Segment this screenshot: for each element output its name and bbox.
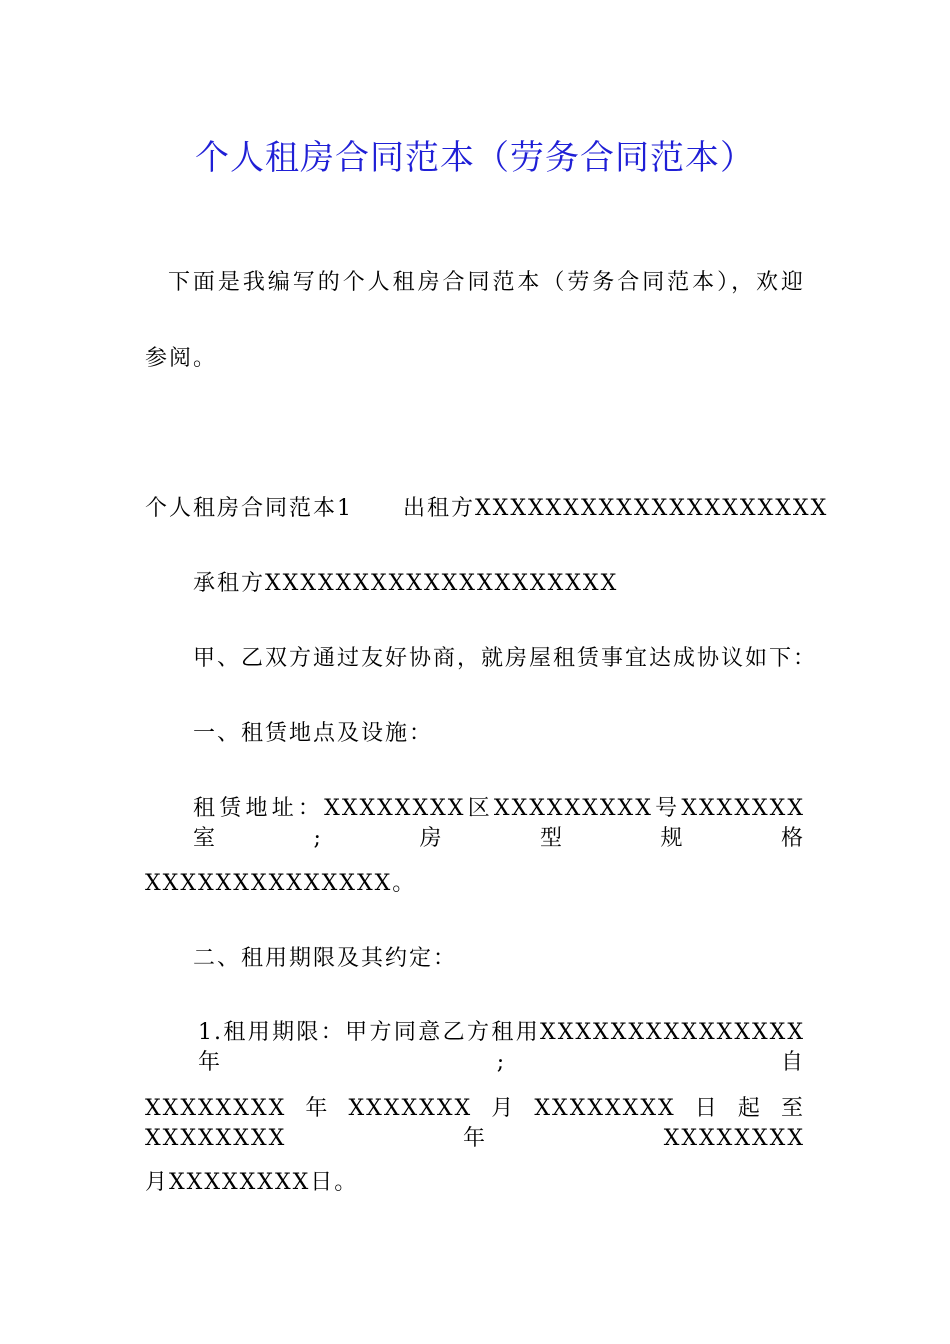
term-line-2: XXXXXXXX年XXXXXXX月XXXXXXXX日起至XXXXXXXX年XXXXXXXX (145, 1096, 805, 1151)
contract-heading-row (145, 494, 828, 524)
address-line-2: XXXXXXXXXXXXXX。 (145, 871, 417, 896)
lessor-line: 出租方XXXXXXXXXXXXXXXXXXXX (403, 496, 829, 521)
intro-line-2: 参阅。 (145, 346, 218, 371)
agreement-line: 甲、乙双方通过友好协商，就房屋租赁事宜达成协议如下： (193, 646, 818, 671)
section-2-title: 二、租用期限及其约定： (193, 946, 458, 971)
intro-line-1 (145, 268, 805, 298)
term-line-1: 1.租用期限：甲方同意乙方租用XXXXXXXXXXXXXXX年;自 (198, 1020, 805, 1075)
section-1-title: 一、租赁地点及设施： (193, 721, 434, 746)
term-line-3: 月XXXXXXXX日。 (145, 1170, 359, 1195)
intro-text-1: 下面是我编写的个人租房合同范本（劳务合同范本），欢迎 (167, 270, 805, 295)
address-line-1: 租赁地址：XXXXXXXX区XXXXXXXXX号XXXXXXX室;房型规格 (193, 796, 805, 851)
lessee-line: 承租方XXXXXXXXXXXXXXXXXXXX (193, 571, 619, 596)
contract-heading-label: 个人租房合同范本1 (145, 496, 353, 521)
document-title: 个人租房合同范本（劳务合同范本） (195, 138, 755, 178)
